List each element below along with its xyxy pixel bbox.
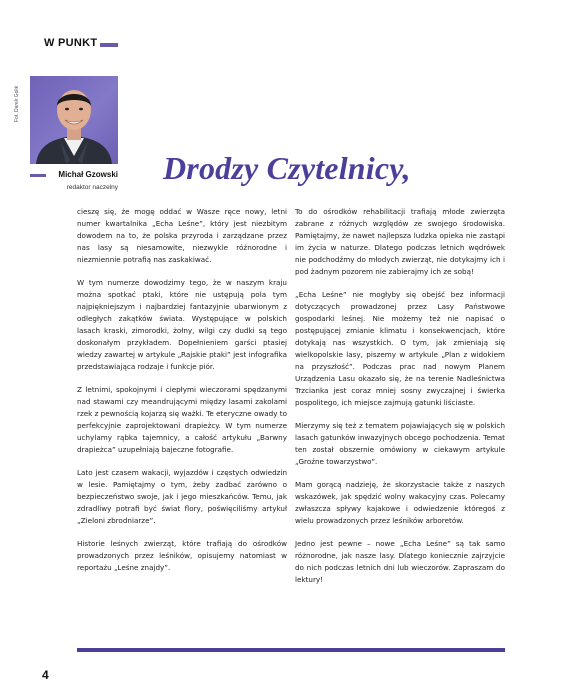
paragraph: cieszę się, że mogę oddać w Wasze ręce nowy, letni numer kwartalnika „Echa Leśne”, który jest niezbitym dowodem na to, że polska przyroda i zarządzane przez nas lasy są niesamowite, niezwykle różnorodne i niezmiennie potrafią nas zaskakiwać. <box>77 207 287 264</box>
author-role: redaktor naczelny <box>66 184 118 191</box>
page-number: 4 <box>42 668 49 682</box>
left-column <box>77 206 287 585</box>
right-column <box>295 206 505 597</box>
portrait-illustration <box>30 76 118 164</box>
photo-credit: Fot. Darek Golik <box>14 85 20 122</box>
section-label: W PUNKT <box>44 37 98 49</box>
paragraph: Mam gorącą nadzieję, że skorzystacie także z naszych wskazówek, jak spędzić wolny wakacyjny czas. Polecamy zwłaszcza spływy kajakowe i odwiedzenie któregoś z wielu prowadzonych przez leśników arboretów. <box>295 480 505 525</box>
author-name: Michał Gzowski <box>58 169 118 179</box>
author-portrait <box>30 76 118 164</box>
paragraph: Z letnimi, spokojnymi i ciepłymi wieczorami spędzanymi nad stawami czy meandrującymi między lasami zakolami rzek z pewnością kojarzą się ważki. Te eteryczne owady to perfekcyjnie zaprojektowani drapieżcy. W tym numerze uchylamy rąbka tajemnicy, a całość artykułu „Barwny drapieżca” uzupełniają bajeczne fotografie. <box>77 385 287 454</box>
paragraph: W tym numerze dowodzimy tego, że w naszym kraju można spotkać ptaki, które nie ustępują pola tym najpiękniejszym i najbardziej fantazyjnie ubarwionym z odległych zakątków świata. Występujące w polskich lasach kraski, zimorodki, żołny, wilgi czy dudki są tego doskonałym przykładem. Dopełnieniem garści ptasiej wiedzy zawartej w artykule „Rajskie ptaki” jest infografika przedstawiająca rodzaje i funkcje piór. <box>77 278 287 371</box>
author-name-block <box>30 168 118 180</box>
paragraph: Mierzymy się też z tematem pojawiających się w polskich lasach gatunków inwazyjnych obcego pochodzenia. Temat ten został obszernie omówiony w ciekawym artykule „Groźne towarzystwo”. <box>295 421 505 466</box>
paragraph: Jedno jest pewne – nowe „Echa Leśne” są tak samo różnorodne, jak nasze lasy. Dlatego koniecznie zajrzyjcie do nich podczas letnich dni lub wieczorów. Zapraszam do lektury! <box>295 539 505 584</box>
headline: Drodzy Czytelnicy, <box>163 150 411 186</box>
bottom-rule <box>77 648 505 652</box>
section-accent-bar <box>100 43 118 47</box>
paragraph: Lato jest czasem wakacji, wyjazdów i częstych odwiedzin w lesie. Pamiętajmy o tym, żeby zadbać zarówno o bezpieczeństwo swoje, jak i jego mieszkańców. Temu, jak zdradliwy potrafi być świat flory, poświęciliśmy artykuł „Zieloni zbrodniarze”. <box>77 468 287 525</box>
paragraph: Historie leśnych zwierząt, które trafiają do ośrodków prowadzonych przez leśników, opisujemy natomiast w reportażu „Leśne znajdy”. <box>77 539 287 572</box>
author-accent-bar <box>30 174 46 177</box>
paragraph: „Echa Leśne” nie mogłyby się obejść bez informacji dotyczących prowadzonej przez Lasy Państwowe gospodarki leśnej. Nie możemy też nie napisać o postępującej zmianie klimatu i konsekwencjach, które dotykają nas wszystkich. O tym, jak zmieniają się wielkopolskie lasy, piszemy w artykule „Plan z widokiem na przyszłość”. Podczas prac nad nowym Planem Urządzenia Lasu okazało się, że na terenie Nadleśnictwa Trzcianka jest coraz mniej sosny zwyczajnej i świerka pospolitego, ich miejsce zajmują gatunki liściaste. <box>295 290 505 407</box>
paragraph: To do ośrodków rehabilitacji trafiają młode zwierzęta zabrane z różnych względów ze swojego środowiska. Pamiętajmy, że nawet najlepsza ludzka opieka nie zastąpi im życia w naturze. Dlatego podczas letnich wędrówek nie podchodźmy do młodych zwierząt, nie dotykajmy ich i pod żadnym pozorem nie zabierajmy ich ze sobą! <box>295 207 505 276</box>
